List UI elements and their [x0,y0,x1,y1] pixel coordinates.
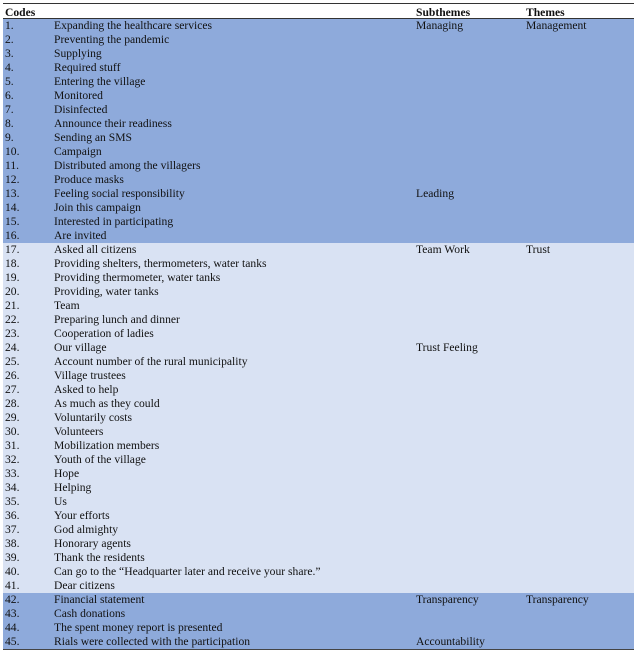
row-number: 26. [5,369,20,382]
row-theme: Management [526,19,587,32]
table-row [3,579,634,593]
row-number: 4. [5,61,14,74]
table-row [3,19,634,33]
row-number: 32. [5,453,20,466]
table-row [3,481,634,495]
row-code: Voluntarily costs [54,411,133,424]
table-row [3,635,634,649]
row-number: 20. [5,285,20,298]
table-row [3,467,634,481]
row-number: 3. [5,47,14,60]
row-number: 36. [5,509,20,522]
row-code: Announce their readiness [54,117,172,130]
row-code: Volunteers [54,425,104,438]
row-code: Providing shelters, thermometers, water tanks [54,257,267,270]
table-row [3,131,634,145]
table-row [3,47,634,61]
row-code: Helping [54,481,92,494]
row-code: Entering the village [54,75,146,88]
table-row [3,187,634,201]
table-row [3,397,634,411]
table-row [3,425,634,439]
row-number: 5. [5,75,14,88]
table-row [3,117,634,131]
row-subtheme: Transparency [416,593,479,606]
row-number: 8. [5,117,14,130]
table-row [3,271,634,285]
row-number: 37. [5,523,20,536]
table-row [3,341,634,355]
row-code: Cash donations [54,607,126,620]
row-code: Supplying [54,47,102,60]
table-row [3,145,634,159]
row-code: Produce masks [54,173,124,186]
row-code: Youth of the village [54,453,146,466]
table-row [3,103,634,117]
row-number: 6. [5,89,14,102]
row-code: Interested in participating [54,215,174,228]
row-number: 30. [5,425,20,438]
row-number: 38. [5,537,20,550]
row-number: 19. [5,271,20,284]
row-number: 43. [5,607,20,620]
table-row [3,173,634,187]
row-number: 23. [5,327,20,340]
row-code: Honorary agents [54,537,131,550]
row-number: 18. [5,257,20,270]
table-row [3,537,634,551]
row-theme: Transparency [526,593,589,606]
row-code: Account number of the rural municipality [54,355,248,368]
row-code: Can go to the “Headquarter later and receive your share.” [54,565,321,578]
row-code: Feeling social responsibility [54,187,185,200]
table-row [3,509,634,523]
row-number: 17. [5,243,20,256]
table-row [3,551,634,565]
row-code: Providing thermometer, water tanks [54,271,221,284]
row-code: Financial statement [54,593,145,606]
table-row [3,299,634,313]
row-code: As much as they could [54,397,160,410]
row-theme: Trust [526,243,551,256]
row-code: Village trustees [54,369,126,382]
row-code: Preventing the pandemic [54,33,170,46]
row-subtheme: Team Work [416,243,470,256]
row-number: 12. [5,173,20,186]
table-row [3,355,634,369]
row-number: 16. [5,229,20,242]
row-code: Preparing lunch and dinner [54,313,180,326]
row-number: 22. [5,313,20,326]
row-code: Required stuff [54,61,121,74]
table-row [3,61,634,75]
row-code: Rials were collected with the participation [54,635,251,648]
codes-table [3,3,634,650]
table-row [3,565,634,579]
row-code: Are invited [54,229,107,242]
table-row [3,453,634,467]
table-row [3,159,634,173]
row-code: Expanding the healthcare services [54,19,213,32]
row-code: Mobilization members [54,439,160,452]
row-code: Monitored [54,89,103,102]
row-code: Join this campaign [54,201,141,214]
row-subtheme: Leading [416,187,454,200]
row-subtheme: Accountability [416,635,485,648]
table-row [3,523,634,537]
table-row [3,607,634,621]
row-code: Disinfected [54,103,108,116]
table-row [3,75,634,89]
row-code: Hope [54,467,80,480]
table-row [3,313,634,327]
row-code: Distributed among the villagers [54,159,201,172]
table-row [3,215,634,229]
row-code: Cooperation of ladies [54,327,154,340]
row-code: Our village [54,341,107,354]
row-code: Asked all citizens [54,243,137,256]
table-header [3,3,634,19]
row-number: 21. [5,299,20,312]
row-number: 40. [5,565,20,578]
row-subtheme: Managing [416,19,464,32]
row-number: 28. [5,397,20,410]
row-number: 39. [5,551,20,564]
table-row [3,495,634,509]
row-number: 11. [5,159,20,172]
table-row [3,243,634,257]
table-row [3,201,634,215]
table-row [3,621,634,635]
header-codes: Codes [5,6,36,19]
row-code: Asked to help [54,383,119,396]
row-number: 31. [5,439,20,452]
row-number: 44. [5,621,20,634]
row-code: Providing, water tanks [54,285,159,298]
row-number: 7. [5,103,14,116]
table-row [3,439,634,453]
table-row [3,383,634,397]
row-number: 13. [5,187,20,200]
table-row [3,257,634,271]
row-number: 14. [5,201,20,214]
row-number: 24. [5,341,20,354]
row-number: 2. [5,33,14,46]
table-body [3,19,634,649]
table-row [3,33,634,47]
table-row [3,229,634,243]
table-row [3,89,634,103]
row-code: Us [54,495,67,508]
row-subtheme: Trust Feeling [416,341,478,354]
row-number: 15. [5,215,20,228]
table-row [3,285,634,299]
table-row [3,369,634,383]
row-code: Dear citizens [54,579,115,592]
row-number: 25. [5,355,20,368]
header-subthemes: Subthemes [416,6,471,19]
table-row [3,593,634,607]
row-number: 45. [5,635,20,648]
row-number: 27. [5,383,20,396]
row-code: God almighty [54,523,119,536]
row-code: Campaign [54,145,102,158]
row-number: 41. [5,579,20,592]
row-number: 9. [5,131,14,144]
row-code: Team [54,299,80,312]
row-code: Sending an SMS [54,131,132,144]
row-code: The spent money report is presented [54,621,223,634]
table-row [3,327,634,341]
table-row [3,411,634,425]
row-code: Your efforts [54,509,110,522]
row-number: 35. [5,495,20,508]
row-number: 33. [5,467,20,480]
header-themes: Themes [526,6,565,19]
row-number: 10. [5,145,20,158]
row-code: Thank the residents [54,551,145,564]
row-number: 29. [5,411,20,424]
row-number: 1. [5,19,14,32]
row-number: 42. [5,593,20,606]
row-number: 34. [5,481,20,494]
